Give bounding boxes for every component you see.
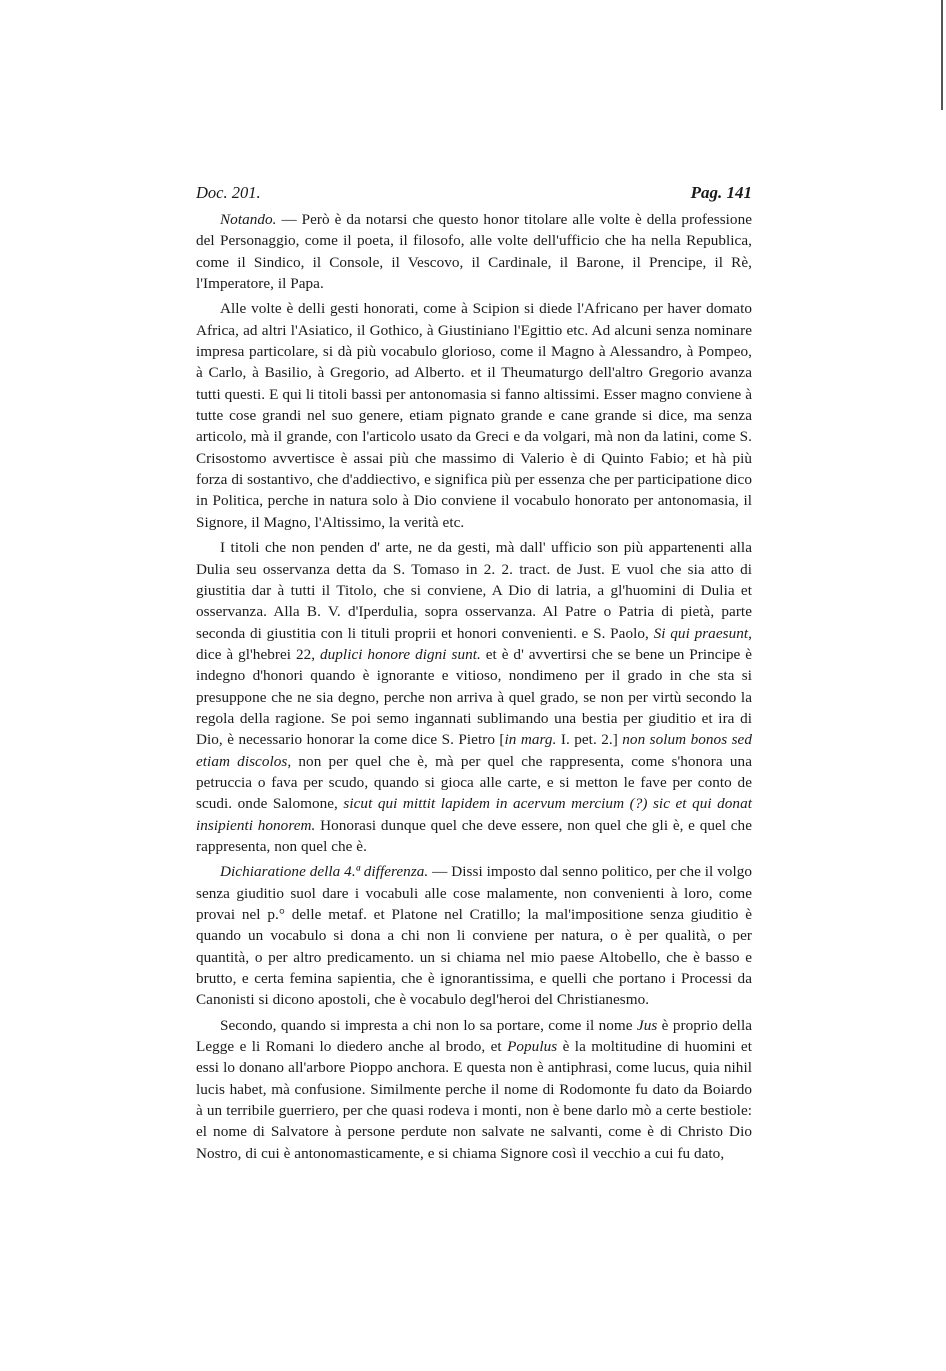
text-run: Secondo, quando si impresta a chi non lo sa portare, come il nome — [220, 1016, 637, 1034]
italic-run: in marg. — [504, 731, 557, 749]
italic-run: sicut qui mittit lapidem in acervum mercium (?) sic et qui donat insipienti honorem. — [196, 795, 752, 834]
italic-run: Populus — [507, 1038, 558, 1056]
text-run: dice à gl'hebrei 22, — [196, 645, 320, 663]
italic-run: Si qui praesunt, — [653, 624, 752, 642]
paragraph — [196, 537, 752, 857]
text-run: è proprio della Legge e li Romani lo diedero anche al brodo, et — [196, 1016, 753, 1056]
text-run: — Però è da notarsi che questo honor titolare alle volte è della professione del Personaggio, come il poeta, il filosofo, alle volte dell'ufficio che ha nella Republica, come il Sindico, il Console, il Vescovo, il Cardinale, il Barone, il Prencipe, il Rè, l'Imperatore, il Papa. — [196, 211, 752, 293]
text-run: Alle volte è delli gesti honorati, come à Scipion si diede l'Africano per haver domato Africa, ad altri l'Asiatico, il Gothico, à Giustiniano l'Egittio etc. Ad alcuni senza nominare impresa particolare, si dà più vocabulo glorioso, come il Magno à Alessandro, à Pompeo, à Carlo, à Basilio, à Gregorio, ad Alberto. et il Theumaturgo dell'altro Gregorio avanza tutti questi. E qui li titoli bassi per antonomasia si fanno altissimi. Esser magno conviene à tutte cose grandi nel suo genere, etiam pignato grande e cane grande si dice, ma senza articolo, mà il grande, con l'articolo usato da Greci e da volgari, mà non da latini, come S. Crisostomo avvertisce è assai più che massimo di Valerio è di Quinto Fabio; et hà più forza di sostantivo, che d'addiectivo, e significa più per essenza che per participatione dico in Politica, perche in natura solo à Dio conviene il vocabulo honorato per antonomasia, il Signore, il Magno, l'Altissimo, la verità etc. — [196, 300, 752, 531]
document-number: Doc. 201. — [196, 183, 261, 202]
page-number: Pag. 141 — [690, 183, 752, 202]
text-run: non per quel che è, mà per quel che rappresenta, come s'honora una petruccia o fava per scudo, quando si gioca alle carte, e si metton le fave per conto de scudi. onde Salomone, — [196, 752, 752, 813]
paragraph — [196, 1015, 752, 1164]
document-page — [196, 183, 752, 1164]
paragraph — [196, 209, 752, 294]
paragraph — [196, 861, 752, 1010]
italic-run: duplici honore digni sunt. — [320, 645, 481, 663]
text-run: I. pet. 2.] — [556, 731, 623, 749]
text-run: è la moltitudine di huomini et essi lo donano all'arbore Pioppo anchora. E questa non è antiphrasi, come lucus, quia nihil lucis habet, mà confusione. Similmente perche il nome di Rodomonte fu dato da Boiardo à un terribile guerriero, per che quasi rodeva i monti, non è bene darlo mò a certe bestiole: el nome di Salvatore à persone perdute non salvate ne salvanti, come è di Christo Dio Nostro, di cui è antonomasticamente, e si chiama Signore così il vecchio a cui fu dato, — [196, 1038, 752, 1162]
italic-run: Notando. — [220, 211, 277, 228]
text-run: Honorasi dunque quel che deve essere, non quel che gli è, e quel che rappresenta, non quel che è. — [196, 816, 752, 855]
italic-run: Jus — [636, 1016, 658, 1034]
text-run: — Dissi imposto dal senno politico, per che il volgo senza giuditio suol dare i vocabuli alle cose malamente, non convenienti à loro, come provai nel p.° delle metaf. et Platone nel Cratillo; la mal'impositione senza giuditio è quando un vocabulo si dona a chi non li conviene per natura, o è per qualità, o per quantità, o per altro predicamento. un si chiama nel mio paese Altobello, che è basso e brutto, e certa femina sapientia, che è ignorantissima, e quelli che portano i Processi da Canonisti si dicono apostoli, che è vocabulo degl'heroi del Christianesmo. — [196, 863, 752, 1009]
text-run: I titoli che non penden d' arte, ne da gesti, mà dall' ufficio son più appartenenti alla Dulia seu osservanza detta da S. Tomaso in 2. 2. tract. de Just. E vuol che sia atto di giustitia dar à tutti il Titolo, che si conviene, A Dio di latria, a gl'huomini di Dulia et osservanza. Alla B. V. d'Iperdulia, sopra osservanza. Al Patre o Patria di pietà, parte seconda di giustitia con li tituli proprii et honori convenienti. e S. Paolo, — [196, 539, 752, 642]
italic-run: Dichiaratione della 4.ª differenza. — [220, 863, 429, 881]
paragraph — [196, 298, 752, 533]
italic-run: non solum bonos sed etiam discolos, — [196, 731, 752, 770]
text-run: et è d' avvertirsi che se bene un Principe è indegno d'honori quando è ignorante e vitioso, nondimeno per il grado in che sta si presuppone che ne sia degno, perche non arriva à quel grado, se non per virtù secondo la regola della ragione. Se poi semo ingannati sublimando una bestia per giuditio et ira di Dio, è necessario honorar la come dice S. Pietro [ — [196, 645, 752, 749]
body-text — [196, 209, 752, 1164]
scan-edge-line — [941, 0, 943, 110]
running-header — [196, 183, 752, 209]
